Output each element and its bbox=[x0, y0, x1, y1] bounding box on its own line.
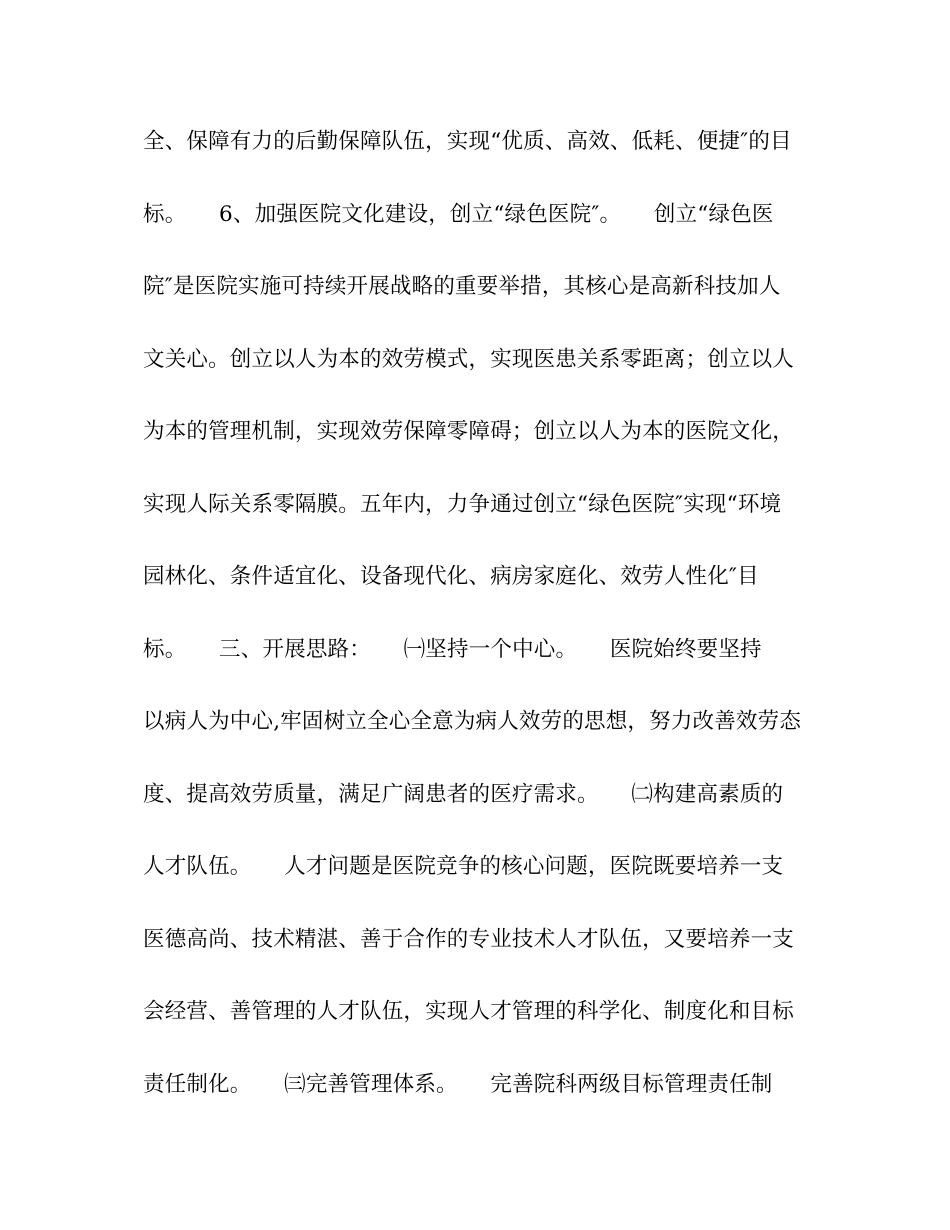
text-line: 全、保障有力的后勤保障队伍，实现“优质、高效、低耗、便捷″的目 bbox=[143, 129, 792, 154]
text-line: 以病人为中心,牢固树立全心全意为病人效劳的思想，努力改善效劳态 bbox=[143, 709, 802, 734]
text-line: 院″是医院实施可持续开展战略的重要举措，其核心是高新科技加人 bbox=[143, 274, 781, 299]
text-line: 人才队伍。 人才问题是医院竞争的核心问题，医院既要培养一支 bbox=[143, 854, 784, 879]
text-line: 园林化、条件适宜化、设备现代化、病房家庭化、效劳人性化″目 bbox=[143, 564, 759, 589]
text-line: 实现人际关系零隔膜。五年内，力争通过创立“绿色医院″实现“环境 bbox=[143, 491, 782, 517]
text-line: 医德高尚、技术精湛、善于合作的专业技术人才队伍，又要培养一支 bbox=[143, 926, 795, 952]
text-line: 为本的管理机制，实现效劳保障零障碍；创立以人为本的医院文化， bbox=[143, 419, 795, 444]
text-line: 标。 三、开展思路： ㈠坚持一个中心。 医院始终要坚持 bbox=[143, 636, 762, 662]
body-text bbox=[143, 118, 823, 1133]
text-line: 责任制化。 ㈢完善管理体系。 完善院科两级目标管理责任制 bbox=[143, 1071, 773, 1097]
text-line: 会经营、善管理的人才队伍，实现人才管理的科学化、制度化和目标 bbox=[143, 999, 795, 1024]
text-line: 度、提高效劳质量，满足广阔患者的医疗需求。 ㈡构建高素质的 bbox=[143, 781, 784, 807]
text-line: 文关心。创立以人为本的效劳模式，实现医患关系零距离；创立以人 bbox=[143, 346, 795, 372]
text-line: 标。 6、加强医院文化建设，创立“绿色医院″。 创立“绿色医 bbox=[143, 201, 774, 227]
